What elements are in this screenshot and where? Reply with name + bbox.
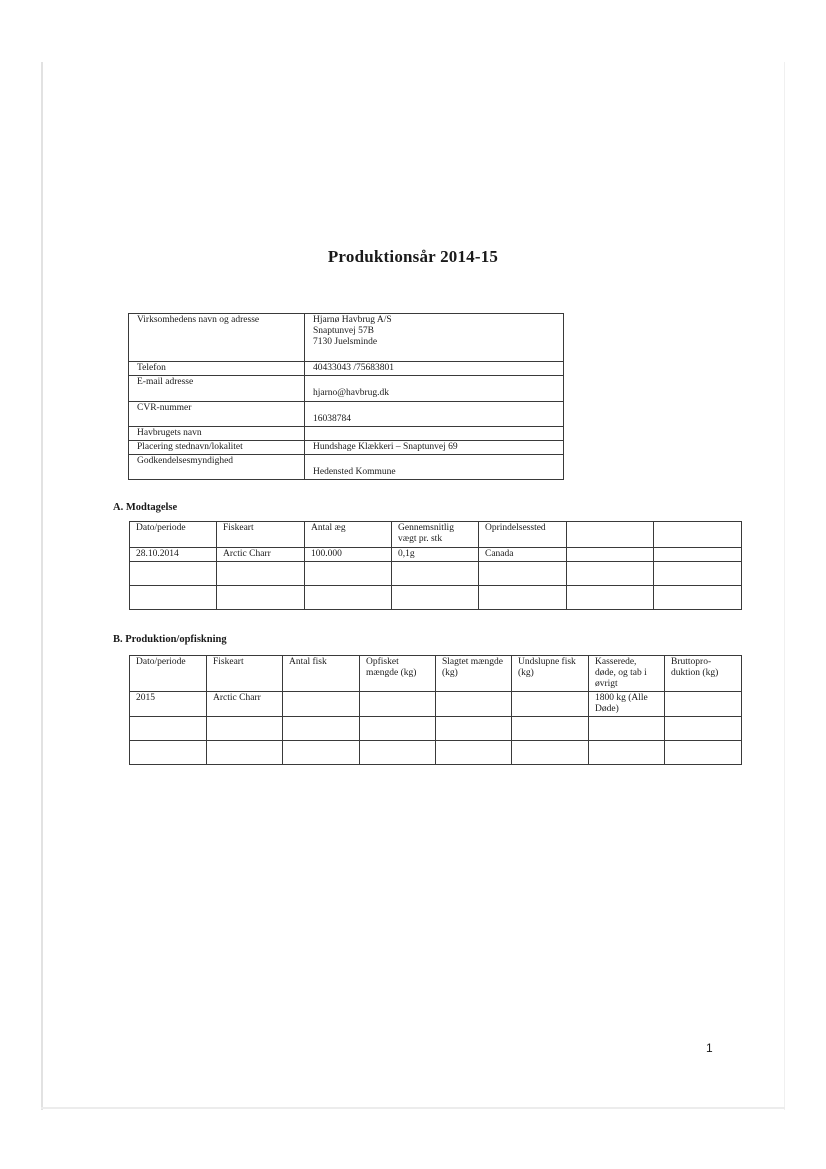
column-header: Oprindelsessted [479, 522, 567, 548]
table-cell [654, 548, 742, 562]
info-value-line: Hundshage Klækkeri – Snaptunvej 69 [313, 442, 458, 452]
column-header: Fiskeart [207, 656, 283, 692]
table-cell: 0,1g [392, 548, 479, 562]
column-header: Antal æg [305, 522, 392, 548]
info-value-line: Snaptunvej 57B [313, 326, 374, 336]
table-header-row [130, 656, 742, 692]
column-header [567, 522, 654, 548]
table-cell [130, 717, 207, 741]
info-value-line: Hedensted Kommune [313, 467, 396, 477]
info-value [305, 402, 564, 427]
table-cell [130, 586, 217, 610]
table-header-row [130, 522, 742, 548]
table-cell [392, 562, 479, 586]
scan-edge-left [41, 62, 43, 1110]
info-label: Havbrugets navn [129, 427, 305, 441]
info-row [129, 362, 564, 376]
table-cell [589, 741, 665, 765]
table-cell: Arctic Charr [207, 692, 283, 717]
info-row [129, 441, 564, 455]
info-value-line [313, 456, 557, 467]
column-header: Dato/periode [130, 656, 207, 692]
table-cell [567, 562, 654, 586]
table-cell: 2015 [130, 692, 207, 717]
scan-edge-bottom [41, 1107, 785, 1109]
table-cell: 100.000 [305, 548, 392, 562]
info-row [129, 402, 564, 427]
column-header: Bruttopro-duktion (kg) [665, 656, 742, 692]
info-label: Godkendelsesmyndighed [129, 455, 305, 480]
info-value [305, 362, 564, 376]
table-cell [436, 717, 512, 741]
table-cell [283, 692, 360, 717]
info-row [129, 427, 564, 441]
column-header [654, 522, 742, 548]
table-cell [283, 741, 360, 765]
scan-edge-right [784, 62, 785, 1110]
table-cell [436, 692, 512, 717]
page-number: 1 [706, 1041, 713, 1055]
table-cell [360, 692, 436, 717]
info-value [305, 455, 564, 480]
table-cell [392, 586, 479, 610]
table-cell [665, 692, 742, 717]
table-cell [305, 586, 392, 610]
page-title: Produktionsår 2014-15 [327, 247, 499, 266]
table-cell [360, 741, 436, 765]
info-value [305, 314, 564, 362]
info-label: Virksomhedens navn og adresse [129, 314, 305, 362]
table-row [130, 562, 742, 586]
table-cell [305, 562, 392, 586]
table-cell [283, 717, 360, 741]
info-row [129, 376, 564, 402]
table-cell: Canada [479, 548, 567, 562]
column-header: Opfisket mængde (kg) [360, 656, 436, 692]
table-cell [567, 548, 654, 562]
table-cell [360, 717, 436, 741]
info-label: E-mail adresse [129, 376, 305, 402]
section-b-title: B. Produktion/opfiskning [113, 634, 227, 645]
reception-table [129, 521, 742, 610]
production-table [129, 655, 742, 765]
table-cell [217, 562, 305, 586]
table-row [130, 586, 742, 610]
info-value-line: Hjarnø Havbrug A/S [313, 315, 392, 325]
column-header: Fiskeart [217, 522, 305, 548]
column-header: Gennemsnitlig vægt pr. stk [392, 522, 479, 548]
info-label: Placering stednavn/lokalitet [129, 441, 305, 455]
table-cell [654, 562, 742, 586]
section-a-title: A. Modtagelse [113, 502, 178, 513]
info-value [305, 376, 564, 402]
table-cell [567, 586, 654, 610]
info-value-line [313, 428, 557, 439]
table-cell [207, 741, 283, 765]
table-cell: Arctic Charr [217, 548, 305, 562]
table-cell [654, 586, 742, 610]
info-value-line: 40433043 /75683801 [313, 363, 395, 373]
table-cell [130, 741, 207, 765]
table-cell: 1800 kg (Alle Døde) [589, 692, 665, 717]
table-cell [436, 741, 512, 765]
table-cell [207, 717, 283, 741]
column-header: Antal fisk [283, 656, 360, 692]
table-cell [130, 562, 217, 586]
company-info-table [128, 313, 564, 480]
table-cell [512, 692, 589, 717]
info-value [305, 427, 564, 441]
info-value-line: hjarno@havbrug.dk [313, 388, 390, 398]
table-row [130, 548, 742, 562]
info-value-line: 7130 Juelsminde [313, 337, 378, 347]
table-cell [512, 741, 589, 765]
table-row [130, 717, 742, 741]
table-cell [479, 586, 567, 610]
info-row [129, 455, 564, 480]
table-cell [217, 586, 305, 610]
info-value-line [313, 377, 557, 388]
column-header: Slagtet mængde (kg) [436, 656, 512, 692]
table-cell: 28.10.2014 [130, 548, 217, 562]
info-value-line [313, 403, 557, 414]
info-label: Telefon [129, 362, 305, 376]
column-header: Dato/periode [130, 522, 217, 548]
info-label: CVR-nummer [129, 402, 305, 427]
info-value [305, 441, 564, 455]
table-cell [479, 562, 567, 586]
table-cell [665, 741, 742, 765]
table-row [130, 692, 742, 717]
info-value-line: 16038784 [313, 414, 351, 424]
column-header: Undslupne fisk (kg) [512, 656, 589, 692]
column-header: Kasserede, døde, og tab i øvrigt [589, 656, 665, 692]
table-cell [665, 717, 742, 741]
info-row [129, 314, 564, 362]
table-cell [589, 717, 665, 741]
table-row [130, 741, 742, 765]
table-cell [512, 717, 589, 741]
